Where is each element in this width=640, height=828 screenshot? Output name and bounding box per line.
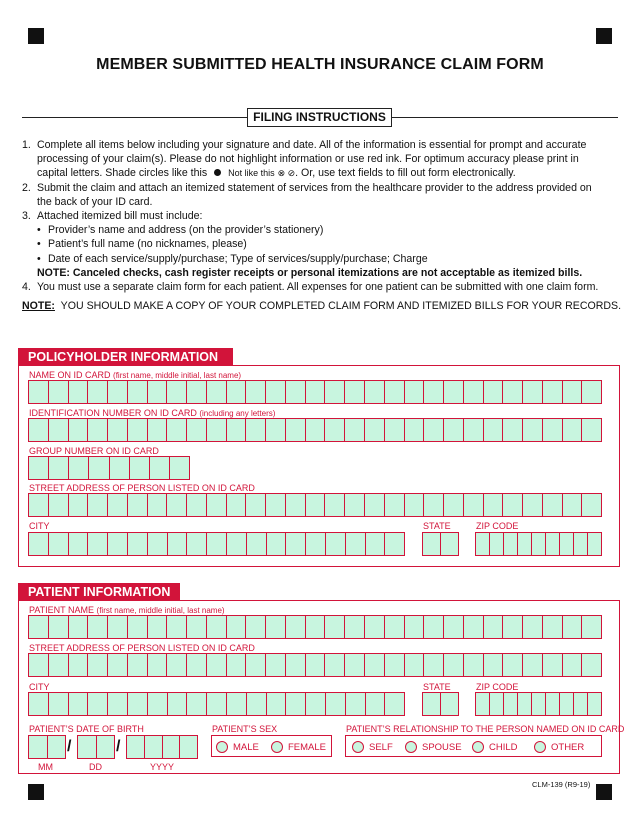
char-cell[interactable]	[365, 616, 385, 638]
char-cell[interactable]	[543, 419, 563, 441]
char-cell[interactable]	[504, 533, 518, 555]
char-cell[interactable]	[49, 457, 69, 479]
ph-state-field[interactable]	[422, 532, 459, 556]
pt-relationship-label: PATIENT’S RELATIONSHIP TO THE PERSON NAMED ON ID CARD	[346, 724, 625, 734]
char-cell[interactable]	[148, 616, 168, 638]
char-cell[interactable]	[286, 419, 306, 441]
char-cell[interactable]	[49, 419, 69, 441]
char-cell[interactable]	[518, 533, 532, 555]
char-cell[interactable]	[423, 693, 441, 715]
char-cell[interactable]	[187, 381, 207, 403]
char-cell[interactable]	[345, 616, 365, 638]
char-cell[interactable]	[128, 654, 148, 676]
char-cell[interactable]	[127, 736, 145, 758]
char-cell[interactable]	[128, 693, 148, 715]
char-cell[interactable]	[187, 419, 207, 441]
date-separator: /	[67, 738, 72, 755]
wrong-mark-icon: ⊗ ⊘	[277, 168, 296, 179]
divider-right	[392, 117, 618, 118]
char-cell[interactable]	[366, 693, 386, 715]
char-cell[interactable]	[523, 616, 543, 638]
pt-city-label: CITY	[29, 682, 50, 692]
char-cell[interactable]	[574, 693, 588, 715]
char-cell[interactable]	[306, 654, 326, 676]
char-cell[interactable]	[49, 654, 69, 676]
pt-city-field[interactable]	[28, 692, 405, 716]
char-cell[interactable]	[543, 494, 563, 516]
char-cell[interactable]	[128, 419, 148, 441]
char-cell[interactable]	[88, 654, 108, 676]
radio-circle-icon	[352, 741, 364, 753]
char-cell[interactable]	[345, 381, 365, 403]
char-cell[interactable]	[385, 654, 405, 676]
pt-zip-label: ZIP CODE	[476, 682, 519, 692]
registration-mark-bottom-left	[28, 784, 44, 800]
bullet-icon: •	[37, 224, 41, 237]
char-cell[interactable]	[306, 693, 326, 715]
pt-sex-label: PATIENT’S SEX	[212, 724, 278, 734]
char-cell[interactable]	[148, 419, 168, 441]
dob-dd-label: DD	[89, 762, 102, 772]
char-cell[interactable]	[444, 616, 464, 638]
pt-dob-day-field[interactable]	[77, 735, 115, 759]
char-cell[interactable]	[588, 533, 601, 555]
ph-zip-label: ZIP CODE	[476, 521, 519, 531]
char-cell[interactable]	[227, 693, 247, 715]
char-cell[interactable]	[227, 616, 247, 638]
pt-dob-label: PATIENT’S DATE OF BIRTH	[29, 724, 144, 734]
char-cell[interactable]	[130, 457, 150, 479]
char-cell[interactable]	[560, 693, 574, 715]
char-cell[interactable]	[88, 533, 108, 555]
char-cell[interactable]	[69, 494, 89, 516]
char-cell[interactable]	[108, 616, 128, 638]
registration-mark-top-left	[28, 28, 44, 44]
char-cell[interactable]	[543, 616, 563, 638]
char-cell[interactable]	[484, 494, 504, 516]
char-cell[interactable]	[365, 381, 385, 403]
char-cell[interactable]	[207, 381, 227, 403]
char-cell[interactable]	[582, 616, 601, 638]
char-cell[interactable]	[464, 494, 484, 516]
char-cell[interactable]	[187, 616, 207, 638]
char-cell[interactable]	[503, 494, 523, 516]
dob-mm-label: MM	[38, 762, 53, 772]
char-cell[interactable]	[88, 381, 108, 403]
char-cell[interactable]	[560, 533, 574, 555]
char-cell[interactable]	[108, 693, 128, 715]
char-cell[interactable]	[325, 419, 345, 441]
registration-mark-top-right	[596, 28, 612, 44]
char-cell[interactable]	[207, 616, 227, 638]
char-cell[interactable]	[543, 654, 563, 676]
char-cell[interactable]	[97, 736, 115, 758]
char-cell[interactable]	[187, 654, 207, 676]
char-cell[interactable]	[326, 533, 346, 555]
char-cell[interactable]	[168, 693, 188, 715]
char-cell[interactable]	[325, 654, 345, 676]
char-cell[interactable]	[49, 533, 69, 555]
pt-name-field[interactable]	[28, 615, 602, 639]
char-cell[interactable]	[148, 494, 168, 516]
char-cell[interactable]	[346, 533, 366, 555]
char-cell[interactable]	[69, 381, 89, 403]
char-cell[interactable]	[582, 654, 601, 676]
itemized-note: NOTE: Canceled checks, cash register receipts or personal itemizations are not acceptable as itemized bills.	[37, 266, 583, 279]
pt-state-field[interactable]	[422, 692, 459, 716]
bullet-icon: •	[37, 252, 41, 265]
char-cell[interactable]	[286, 381, 306, 403]
char-cell[interactable]	[108, 533, 128, 555]
char-cell[interactable]	[385, 381, 405, 403]
char-cell[interactable]	[49, 494, 69, 516]
char-cell[interactable]	[207, 419, 227, 441]
char-cell[interactable]	[227, 494, 247, 516]
char-cell[interactable]	[69, 616, 89, 638]
char-cell[interactable]	[365, 494, 385, 516]
policyholder-header: POLICYHOLDER INFORMATION	[18, 348, 233, 366]
char-cell[interactable]	[464, 654, 484, 676]
char-cell[interactable]	[345, 419, 365, 441]
char-cell[interactable]	[246, 654, 266, 676]
char-cell[interactable]	[464, 419, 484, 441]
char-cell[interactable]	[563, 381, 583, 403]
pt-dob-month-field[interactable]	[28, 735, 66, 759]
char-cell[interactable]	[424, 494, 444, 516]
char-cell[interactable]	[227, 533, 247, 555]
char-cell[interactable]	[168, 533, 188, 555]
char-cell[interactable]	[385, 693, 404, 715]
char-cell[interactable]	[532, 693, 546, 715]
char-cell[interactable]	[563, 494, 583, 516]
char-cell[interactable]	[167, 419, 187, 441]
char-cell[interactable]	[207, 654, 227, 676]
char-cell[interactable]	[88, 693, 108, 715]
char-cell[interactable]	[167, 381, 187, 403]
bullet-icon: •	[37, 238, 41, 251]
char-cell[interactable]	[424, 616, 444, 638]
ph-name-field[interactable]	[28, 380, 602, 404]
char-cell[interactable]	[227, 654, 247, 676]
char-cell[interactable]	[167, 494, 187, 516]
char-cell[interactable]	[518, 693, 532, 715]
sex-option-male[interactable]: MALE	[216, 741, 259, 753]
char-cell[interactable]	[484, 419, 504, 441]
char-cell[interactable]	[246, 419, 266, 441]
char-cell[interactable]	[247, 693, 267, 715]
char-cell[interactable]	[563, 654, 583, 676]
char-cell[interactable]	[484, 654, 504, 676]
pt-zip-field[interactable]	[475, 692, 602, 716]
char-cell[interactable]	[546, 693, 560, 715]
char-cell[interactable]	[88, 616, 108, 638]
char-cell[interactable]	[523, 419, 543, 441]
char-cell[interactable]	[267, 533, 287, 555]
char-cell[interactable]	[405, 419, 425, 441]
char-cell[interactable]	[148, 693, 168, 715]
char-cell[interactable]	[582, 381, 601, 403]
char-cell[interactable]	[424, 419, 444, 441]
char-cell[interactable]	[325, 494, 345, 516]
char-cell[interactable]	[546, 533, 560, 555]
char-cell[interactable]	[29, 381, 49, 403]
char-cell[interactable]	[385, 419, 405, 441]
char-cell[interactable]	[29, 533, 49, 555]
char-cell[interactable]	[163, 736, 181, 758]
dob-yyyy-label: YYYY	[150, 762, 175, 772]
char-cell[interactable]	[69, 533, 89, 555]
char-cell[interactable]	[306, 419, 326, 441]
char-cell[interactable]	[207, 494, 227, 516]
char-cell[interactable]	[266, 654, 286, 676]
char-cell[interactable]	[306, 616, 326, 638]
char-cell[interactable]	[227, 419, 247, 441]
char-cell[interactable]	[49, 693, 69, 715]
char-cell[interactable]	[490, 533, 504, 555]
ph-state-label: STATE	[423, 521, 451, 531]
char-cell[interactable]	[444, 381, 464, 403]
char-cell[interactable]	[29, 457, 49, 479]
char-cell[interactable]	[247, 533, 267, 555]
char-cell[interactable]	[187, 693, 207, 715]
sex-option-female[interactable]: FEMALE	[271, 741, 326, 753]
char-cell[interactable]	[150, 457, 170, 479]
char-cell[interactable]	[365, 654, 385, 676]
char-cell[interactable]	[444, 419, 464, 441]
char-cell[interactable]	[503, 654, 523, 676]
char-cell[interactable]	[326, 693, 346, 715]
char-cell[interactable]	[128, 381, 148, 403]
char-cell[interactable]	[532, 533, 546, 555]
char-cell[interactable]	[246, 494, 266, 516]
char-cell[interactable]	[345, 654, 365, 676]
ph-city-label: CITY	[29, 521, 50, 531]
char-cell[interactable]	[484, 616, 504, 638]
char-cell[interactable]	[148, 533, 168, 555]
ph-group-label: GROUP NUMBER ON ID CARD	[29, 446, 159, 456]
char-cell[interactable]	[385, 533, 404, 555]
char-cell[interactable]	[108, 419, 128, 441]
char-cell[interactable]	[365, 419, 385, 441]
char-cell[interactable]	[110, 457, 130, 479]
char-cell[interactable]	[29, 693, 49, 715]
char-cell[interactable]	[464, 381, 484, 403]
char-cell[interactable]	[128, 494, 148, 516]
char-cell[interactable]	[49, 381, 69, 403]
char-cell[interactable]	[306, 494, 326, 516]
char-cell[interactable]	[108, 381, 128, 403]
char-cell[interactable]	[148, 381, 168, 403]
char-cell[interactable]	[444, 494, 464, 516]
patient-header: PATIENT INFORMATION	[18, 583, 180, 601]
pt-state-label: STATE	[423, 682, 451, 692]
char-cell[interactable]	[266, 419, 286, 441]
char-cell[interactable]	[267, 693, 287, 715]
char-cell[interactable]	[490, 693, 504, 715]
ph-group-field[interactable]	[28, 456, 190, 480]
char-cell[interactable]	[325, 616, 345, 638]
rel-option-self[interactable]: SELF	[352, 741, 393, 753]
char-cell[interactable]	[476, 533, 490, 555]
char-cell[interactable]	[170, 457, 189, 479]
char-cell[interactable]	[88, 494, 108, 516]
char-cell[interactable]	[464, 616, 484, 638]
char-cell[interactable]	[484, 381, 504, 403]
char-cell[interactable]	[574, 533, 588, 555]
ph-street-label: STREET ADDRESS OF PERSON LISTED ON ID CARD	[29, 483, 255, 493]
char-cell[interactable]	[582, 494, 601, 516]
char-cell[interactable]	[325, 381, 345, 403]
char-cell[interactable]	[424, 381, 444, 403]
char-cell[interactable]	[207, 693, 227, 715]
char-cell[interactable]	[266, 616, 286, 638]
char-cell[interactable]	[187, 494, 207, 516]
radio-circle-icon	[216, 741, 228, 753]
radio-circle-icon	[271, 741, 283, 753]
char-cell[interactable]	[345, 494, 365, 516]
char-cell[interactable]	[582, 419, 601, 441]
char-cell[interactable]	[286, 616, 306, 638]
char-cell[interactable]	[385, 616, 405, 638]
instructions: 1. Complete all items below including your signature and date. All of the information is essential for prompt and accurate processing of your claim(s). Please do not highlight information or use red ink. For optimum accuracy please print in capital letters. Shade circles like this Not like this ⊗ ⊘. Or, use text fields to fill out form electronically. 2. Submit the claim and attach an itemized statement of services from the healthcare provider to the address provided on the back of your ID card. 3. Attached itemized bill must include: • Provider’s name and address (on the provider’s stationery) • Patient’s full name (no nicknames, please) • Date of each service/supply/purchase; Type of services/supply/purchase; Charge NOTE: Canceled checks, cash register receipts or personal itemizations are not acceptable as itemized bills. 4. You must use a separate claim form for each patient. All expenses for one patient can be submitted with one claim form.	[22, 138, 622, 294]
char-cell[interactable]	[286, 494, 306, 516]
char-cell[interactable]	[523, 494, 543, 516]
char-cell[interactable]	[88, 419, 108, 441]
char-cell[interactable]	[563, 616, 583, 638]
char-cell[interactable]	[128, 533, 148, 555]
rel-option-child[interactable]: CHILD	[472, 741, 518, 753]
char-cell[interactable]	[405, 616, 425, 638]
char-cell[interactable]	[167, 616, 187, 638]
pt-street-label: STREET ADDRESS OF PERSON LISTED ON ID CARD	[29, 643, 255, 653]
char-cell[interactable]	[503, 419, 523, 441]
form-title: MEMBER SUBMITTED HEALTH INSURANCE CLAIM FORM	[96, 56, 544, 73]
char-cell[interactable]	[366, 533, 386, 555]
char-cell[interactable]	[266, 494, 286, 516]
date-separator: /	[116, 738, 121, 755]
char-cell[interactable]	[108, 654, 128, 676]
ph-name-label: NAME ON ID CARD (first name, middle initial, last name)	[29, 370, 242, 380]
char-cell[interactable]	[29, 654, 49, 676]
char-cell[interactable]	[29, 616, 49, 638]
char-cell[interactable]	[405, 494, 425, 516]
char-cell[interactable]	[266, 381, 286, 403]
rel-option-other[interactable]: OTHER	[534, 741, 584, 753]
char-cell[interactable]	[69, 457, 89, 479]
char-cell[interactable]	[543, 381, 563, 403]
char-cell[interactable]	[523, 381, 543, 403]
char-cell[interactable]	[69, 419, 89, 441]
char-cell[interactable]	[423, 533, 441, 555]
char-cell[interactable]	[286, 533, 306, 555]
char-cell[interactable]	[523, 654, 543, 676]
char-cell[interactable]	[504, 693, 518, 715]
radio-circle-icon	[534, 741, 546, 753]
ph-id-field[interactable]	[28, 418, 602, 442]
filled-circle-icon	[214, 169, 221, 176]
char-cell[interactable]	[69, 654, 89, 676]
char-cell[interactable]	[29, 494, 49, 516]
char-cell[interactable]	[405, 381, 425, 403]
ph-city-field[interactable]	[28, 532, 405, 556]
ph-id-label: IDENTIFICATION NUMBER ON ID CARD (including any letters)	[29, 408, 276, 418]
rel-option-spouse[interactable]: SPOUSE	[405, 741, 462, 753]
char-cell[interactable]	[503, 616, 523, 638]
char-cell[interactable]	[286, 693, 306, 715]
char-cell[interactable]	[148, 654, 168, 676]
ph-zip-field[interactable]	[475, 532, 602, 556]
char-cell[interactable]	[227, 381, 247, 403]
copy-note: NOTE: YOU SHOULD MAKE A COPY OF YOUR COMPLETED CLAIM FORM AND ITEMIZED BILLS FOR YOUR RECORDS.	[22, 300, 622, 312]
pt-dob-year-field[interactable]	[126, 735, 198, 759]
char-cell[interactable]	[108, 494, 128, 516]
char-cell[interactable]	[49, 616, 69, 638]
char-cell[interactable]	[424, 654, 444, 676]
char-cell[interactable]	[29, 419, 49, 441]
char-cell[interactable]	[444, 654, 464, 676]
char-cell[interactable]	[476, 693, 490, 715]
char-cell[interactable]	[246, 616, 266, 638]
char-cell[interactable]	[180, 736, 197, 758]
char-cell[interactable]	[306, 381, 326, 403]
char-cell[interactable]	[503, 381, 523, 403]
radio-circle-icon	[405, 741, 417, 753]
char-cell[interactable]	[563, 419, 583, 441]
filing-instructions-header: FILING INSTRUCTIONS	[247, 108, 392, 127]
char-cell[interactable]	[405, 654, 425, 676]
ph-street-field[interactable]	[28, 493, 602, 517]
char-cell[interactable]	[306, 533, 326, 555]
char-cell[interactable]	[145, 736, 163, 758]
char-cell[interactable]	[89, 457, 109, 479]
char-cell[interactable]	[167, 654, 187, 676]
char-cell[interactable]	[441, 533, 458, 555]
char-cell[interactable]	[286, 654, 306, 676]
char-cell[interactable]	[128, 616, 148, 638]
radio-circle-icon	[472, 741, 484, 753]
form-number: CLM-139 (R9-19)	[532, 780, 591, 789]
char-cell[interactable]	[385, 494, 405, 516]
registration-mark-bottom-right	[596, 784, 612, 800]
char-cell[interactable]	[78, 736, 97, 758]
char-cell[interactable]	[588, 693, 601, 715]
char-cell[interactable]	[69, 693, 89, 715]
pt-street-field[interactable]	[28, 653, 602, 677]
char-cell[interactable]	[207, 533, 227, 555]
char-cell[interactable]	[29, 736, 48, 758]
char-cell[interactable]	[441, 693, 458, 715]
divider-left	[22, 117, 247, 118]
char-cell[interactable]	[346, 693, 366, 715]
pt-name-label: PATIENT NAME (first name, middle initial, last name)	[29, 605, 225, 615]
char-cell[interactable]	[48, 736, 66, 758]
char-cell[interactable]	[246, 381, 266, 403]
char-cell[interactable]	[187, 533, 207, 555]
